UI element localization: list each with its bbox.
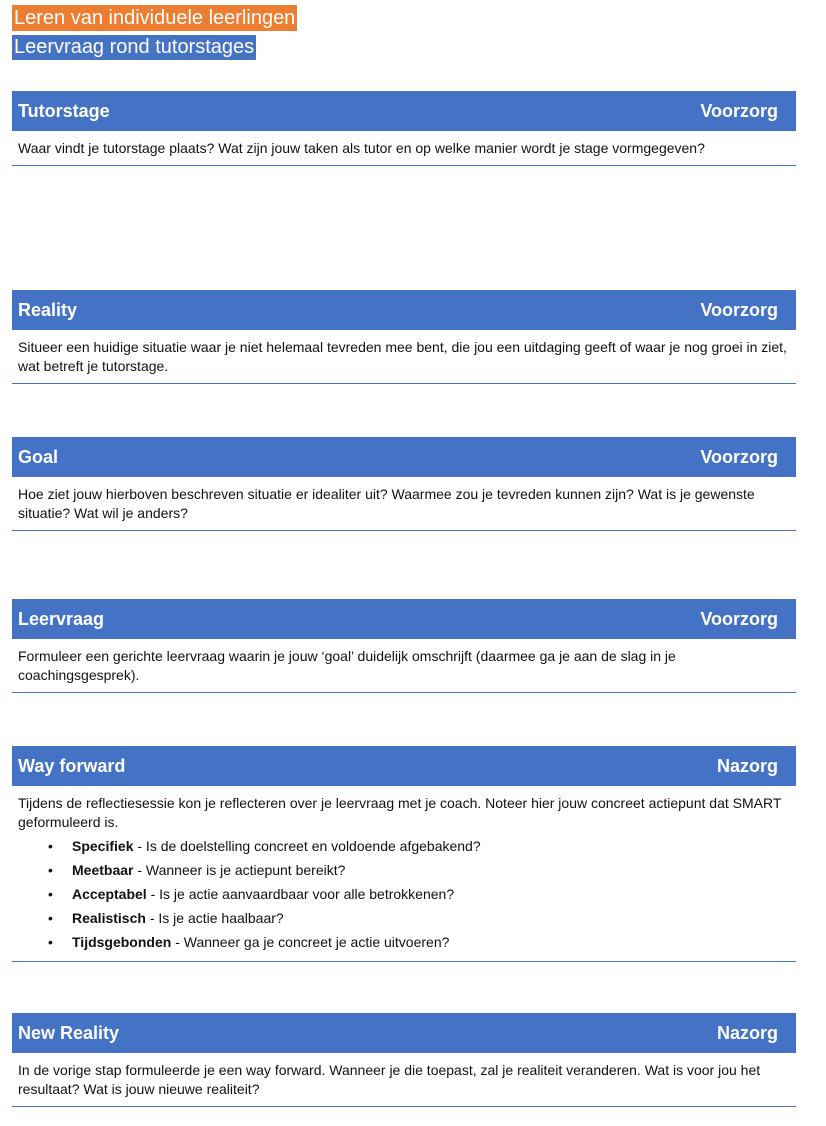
smart-term: Meetbaar [72, 862, 134, 878]
section-prompt: Hoe ziet jouw hierboven beschreven situatie er idealiter uit? Waarmee zou je tevreden kunnen zijn? Wat is je gewenste situatie? Wat wil je anders? [18, 486, 755, 521]
smart-item [46, 906, 790, 930]
smart-term: Specifiek [72, 838, 134, 854]
smart-item [46, 930, 790, 954]
smart-term: Realistisch [72, 910, 146, 926]
smart-item [46, 834, 790, 858]
section-prompt: Formuleer een gerichte leervraag waarin je jouw ‘goal’ duidelijk omschrijft (daarmee ga je aan de slag in je coachingsgesprek). [18, 648, 676, 683]
smart-desc: - Is je actie haalbaar? [145, 910, 284, 926]
section-body [12, 786, 796, 962]
section-tag: Voorzorg [700, 100, 778, 121]
section-title: Leervraag [18, 608, 105, 629]
section-body [12, 477, 796, 531]
smart-desc: - Is je actie aanvaardbaar voor alle betrokkenen? [146, 886, 455, 902]
document-title: Leren van individuele leerlingen [14, 7, 296, 29]
section-leervraag [12, 599, 796, 693]
smart-desc: - Is de doelstelling concreet en voldoende afgebakend? [133, 838, 481, 854]
smart-item [46, 858, 790, 882]
section-header [12, 1013, 796, 1053]
section-title: Way forward [18, 755, 126, 776]
section-tag: Voorzorg [700, 446, 778, 467]
section-header [12, 746, 796, 786]
section-tag: Voorzorg [700, 299, 778, 320]
section-prompt: Waar vindt je tutorstage plaats? Wat zijn jouw taken als tutor en op welke manier wordt je stage vormgegeven? [18, 140, 705, 156]
section-prompt: Tijdens de reflectiesessie kon je reflecteren over je leervraag met je coach. Noteer hier jouw concreet actiepunt dat SMART geformuleerd is. [18, 795, 782, 830]
smart-term: Acceptabel [72, 886, 147, 902]
section-way-forward [12, 746, 796, 962]
section-tag: Voorzorg [700, 608, 778, 629]
section-body [12, 639, 796, 693]
document-subtitle: Leervraag rond tutorstages [14, 36, 255, 58]
section-tag: Nazorg [716, 755, 778, 776]
section-header [12, 437, 796, 477]
section-body [12, 330, 796, 384]
section-header [12, 599, 796, 639]
section-header [12, 290, 796, 330]
smart-desc: - Wanneer ga je concreet je actie uitvoeren? [171, 934, 450, 950]
section-body [12, 131, 796, 166]
section-title: New Reality [18, 1022, 120, 1043]
smart-term: Tijdsgebonden [72, 934, 172, 950]
section-title: Reality [18, 299, 78, 320]
smart-desc: - Wanneer is je actiepunt bereikt? [133, 862, 346, 878]
smart-list [18, 834, 790, 954]
section-header [12, 91, 796, 131]
section-goal [12, 437, 796, 531]
section-body [12, 1053, 796, 1107]
section-new-reality [12, 1013, 796, 1107]
section-reality [12, 290, 796, 384]
section-tag: Nazorg [716, 1022, 778, 1043]
section-prompt: Situeer een huidige situatie waar je niet helemaal tevreden mee bent, die jou een uitdaging geeft of waar je nog groei in ziet, wat betreft je tutorstage. [18, 339, 787, 374]
section-prompt: In de vorige stap formuleerde je een way forward. Wanneer je die toepast, zal je realiteit veranderen. Wat is voor jou het resultaat? Wat is jouw nieuwe realiteit? [18, 1062, 761, 1097]
section-title: Tutorstage [18, 100, 110, 121]
section-tutorstage [12, 91, 796, 166]
section-title: Goal [18, 446, 59, 467]
smart-item [46, 882, 790, 906]
